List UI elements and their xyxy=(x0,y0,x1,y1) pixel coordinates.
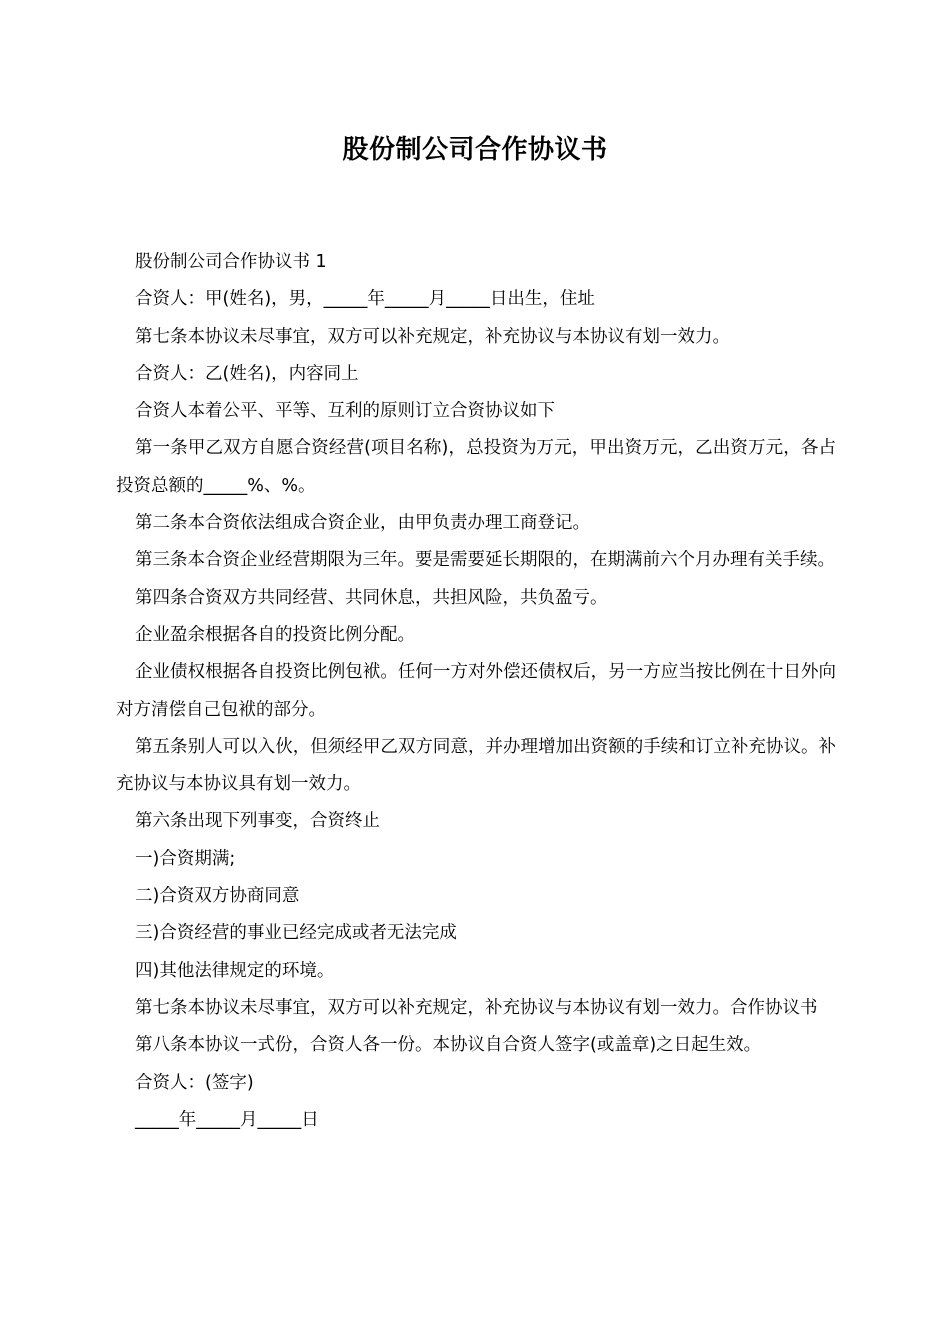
paragraph-principles: 合资人本着公平、平等、互利的原则订立合资协议如下 xyxy=(135,401,555,422)
paragraph-article-7-early: 第七条本协议未尽事宜，双方可以补充规定，补充协议与本协议有划一效力。 xyxy=(135,326,730,347)
paragraph-article-6: 第六条出现下列事变，合资终止 xyxy=(135,811,380,832)
paragraph-article-1: 第一条甲乙双方自愿合资经营(项目名称)，总投资为万元，甲出资万元，乙出资万元，各占投资总额的_____%、%。 xyxy=(116,438,836,496)
paragraph-article-8: 第八条本协议一式份，合资人各一份。本协议自合资人签字(或盖章)之日起生效。 xyxy=(135,1035,762,1056)
list-item-termination-3: 三)合资经营的事业已经完成或者无法完成 xyxy=(135,923,457,944)
paragraph-debt-liability: 企业债权根据各自投资比例包袱。任何一方对外偿还债权后，另一方应当按比例在十日外向对方清偿自己包袱的部分。 xyxy=(116,662,836,720)
signature-date: _____年_____月_____日 xyxy=(135,1109,319,1130)
paragraph-article-7: 第七条本协议未尽事宜，双方可以补充规定，补充协议与本协议有划一效力。合作协议书 xyxy=(135,997,818,1018)
paragraph-party-b: 合资人：乙(姓名)，内容同上 xyxy=(135,363,359,384)
list-item-termination-4: 四)其他法律规定的环境。 xyxy=(135,960,335,981)
paragraph-article-4: 第四条合资双方共同经营、共同休息，共担风险，共负盈亏。 xyxy=(135,587,608,608)
signature-line: 合资人：(签字) xyxy=(135,1072,254,1093)
paragraph-article-3: 第三条本合资企业经营期限为三年。要是需要延长期限的，在期满前六个月办理有关手续。 xyxy=(135,550,835,571)
list-item-termination-2: 二)合资双方协商同意 xyxy=(135,886,300,907)
document-body xyxy=(116,244,836,1139)
paragraph-article-2: 第二条本合资依法组成合资企业，由甲负责办理工商登记。 xyxy=(135,513,590,534)
paragraph-party-a: 合资人：甲(姓名)，男，_____年_____月_____日出生，住址 xyxy=(135,289,595,310)
list-item-termination-1: 一)合资期满; xyxy=(135,848,236,869)
paragraph-heading: 股份制公司合作协议书 1 xyxy=(135,252,327,272)
document-title: 股份制公司合作协议书 xyxy=(342,135,608,165)
paragraph-profit-distribution: 企业盈余根据各自的投资比例分配。 xyxy=(135,624,415,645)
paragraph-article-5: 第五条别人可以入伙，但须经甲乙双方同意，并办理增加出资额的手续和订立补充协议。补充协议与本协议具有划一效力。 xyxy=(116,736,836,795)
